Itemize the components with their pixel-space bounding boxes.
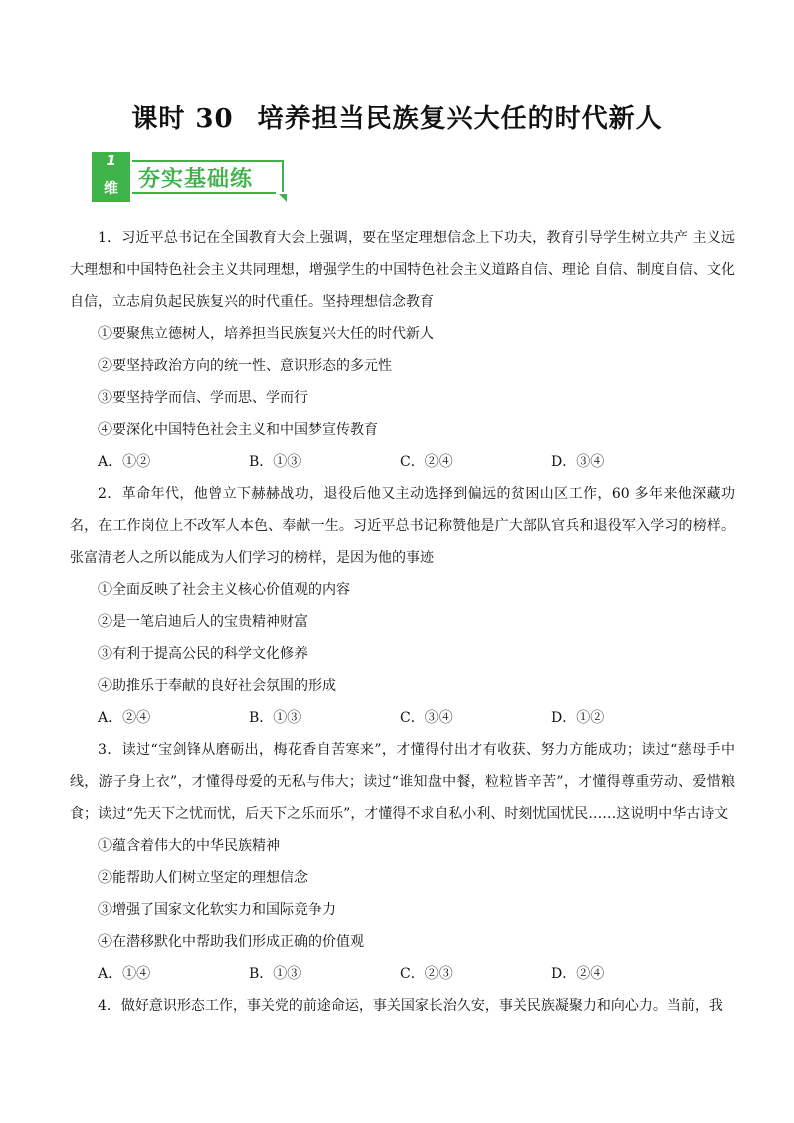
option-item: ②要坚持政治方向的统一性、意识形态的多元性 [98, 358, 392, 374]
answer-choice-d[interactable]: D．②④ [551, 966, 605, 982]
answer-choices [70, 958, 735, 990]
option-item: ③要坚持学而信、学而思、学而行 [98, 390, 308, 406]
question-list [70, 222, 735, 1022]
option-item: ③有利于提高公民的科学文化修养 [98, 646, 308, 662]
answer-choices [70, 702, 735, 734]
option-item: ④在潜移默化中帮助我们形成正确的价值观 [98, 934, 364, 950]
answer-choice-d[interactable]: D．③④ [551, 454, 605, 470]
question-stem: 2．革命年代，他曾立下赫赫战功，退役后他又主动选择到偏远的贫困山区工作，60 多年来他深藏功名，在工作岗位上不改军人本色、奉献一生。习近平总书记称赞他是广大部队官兵和退役军入学习的榜样。张富清老人之所以能成为人们学习的榜样，是因为他的事迹 [70, 486, 735, 566]
lesson-number: 课时 30 [131, 104, 234, 134]
question-1 [70, 222, 735, 478]
section-number: 1 [106, 154, 116, 169]
option-item: ②能帮助人们树立坚定的理想信念 [98, 870, 308, 886]
answer-choice-b[interactable]: B．①③ [249, 454, 302, 470]
option-item: ④助推乐于奉献的良好社会氛围的形成 [98, 678, 336, 694]
page-title [0, 98, 794, 135]
question-stem: 3．读过“宝剑锋从磨砺出，梅花香自苦寒来”，才懂得付出才有收获、努力方能成功；读过“慈母手中线，游子身上衣”，才懂得母爱的无私与伟大；读过“谁知盘中餐，粒粒皆辛苦”，才懂得尊重劳动、爱惜粮食；读过“先天下之忧而忧，后天下之乐而乐”，才懂得不求自私小利、时刻忧国忧民……这说明中华古诗文 [70, 742, 735, 822]
section-underline [132, 192, 276, 194]
question-stem: 4．做好意识形态工作，事关党的前途命运，事关国家长治久安，事关民族凝聚力和向心力。当前，我 [98, 998, 723, 1014]
option-item: ①要聚焦立德树人，培养担当民族复兴大任的时代新人 [98, 326, 434, 342]
answer-choice-a[interactable]: A．①④ [98, 966, 151, 982]
lesson-topic: 培养担当民族复兴大任的时代新人 [257, 104, 663, 134]
option-item: ①全面反映了社会主义核心价值观的内容 [98, 582, 350, 598]
section-label-frame [132, 160, 284, 192]
question-2 [70, 478, 735, 734]
answer-choice-c[interactable]: C．③④ [400, 710, 453, 726]
corner-arrow-icon [279, 194, 287, 202]
option-item: ②是一笔启迪后人的宝贵精神财富 [98, 614, 308, 630]
option-item: ③增强了国家文化软实力和国际竞争力 [98, 902, 336, 918]
question-4 [70, 990, 735, 1022]
answer-choice-b[interactable]: B．①③ [249, 966, 302, 982]
answer-choice-c[interactable]: C．②③ [400, 966, 453, 982]
answer-choice-b[interactable]: B．①③ [249, 710, 302, 726]
section-level-box [92, 152, 130, 202]
answer-choices [70, 446, 735, 478]
option-item: ④要深化中国特色社会主义和中国梦宣传教育 [98, 422, 378, 438]
section-label: 夯实基础练 [138, 167, 254, 192]
answer-choice-a[interactable]: A．①② [98, 454, 151, 470]
option-item: ①蕴含着伟大的中华民族精神 [98, 838, 280, 854]
section-badge [92, 152, 288, 202]
question-stem: 1．习近平总书记在全国教育大会上强调，要在坚定理想信念上下功夫，教育引导学生树立共产 主义远大理想和中国特色社会主义共同理想，增强学生的中国特色社会主义道路自信、理论 自信、制度自信、文化自信，立志肩负起民族复兴的时代重任。坚持理想信念教育 [70, 230, 735, 310]
answer-choice-a[interactable]: A．②④ [98, 710, 151, 726]
answer-choice-d[interactable]: D．①② [551, 710, 605, 726]
answer-choice-c[interactable]: C．②④ [400, 454, 453, 470]
section-level-char: 维 [104, 181, 118, 197]
question-3 [70, 734, 735, 990]
